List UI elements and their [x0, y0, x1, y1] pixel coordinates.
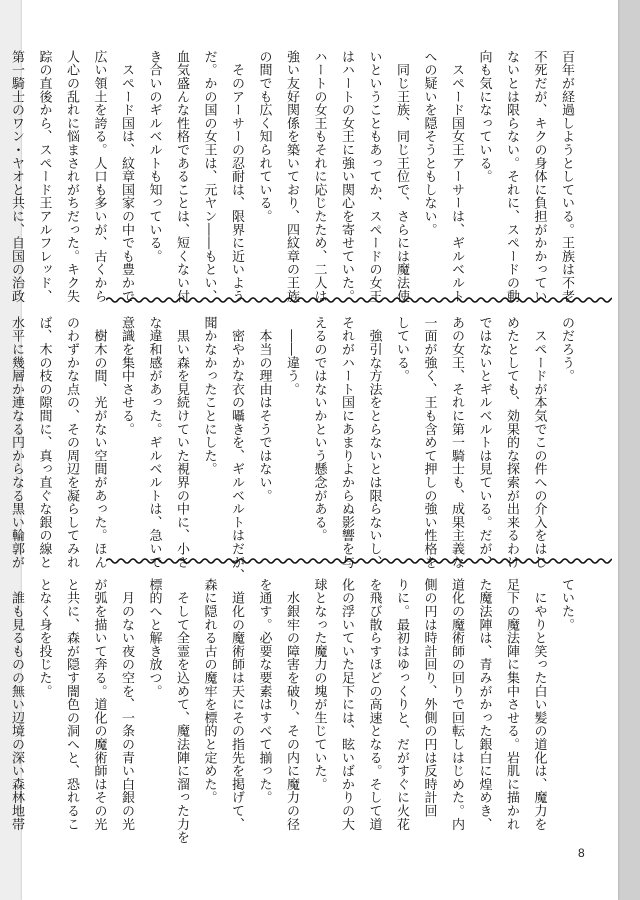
text-column: 意識を集中させる。 — [119, 316, 134, 436]
text-column: ていた。 — [559, 578, 574, 632]
text-column: 側の円は時計回り、外側の円は反時計回 — [421, 578, 437, 818]
text-column: 標的へと解き放つ。 — [146, 578, 162, 698]
text-column: はハートの女王に強い関心を寄せていた。 — [339, 50, 354, 303]
text-column: 誰も見るものの無い辺境の深い森林地帯 — [9, 578, 24, 831]
page-edge-right — [618, 0, 640, 900]
text-column: 踪の直後から、スペード王アルフレッド、 — [36, 50, 52, 303]
text-column: ではないとギルベルトは見ている。だが、 — [476, 316, 492, 569]
text-column: 月のない夜の空を、一条の青い白銀の光 — [119, 578, 134, 831]
text-column: いということもあってか、スペードの女王 — [366, 50, 382, 303]
text-column: スペード国は、紋章国家の中でも豊かで — [119, 50, 134, 303]
text-column: 強引な方法をとらないとは限らないし、 — [366, 316, 382, 569]
text-column: 道化の魔術師の回りで回転しはじめた。内 — [449, 578, 464, 831]
text-column: りに。最初はゆっくりと、だがすぐに火花 — [394, 578, 409, 831]
text-column: 密やかな衣の囁きを、ギルベルトはだが、 — [229, 316, 244, 582]
text-column: そして全霊を込めて、魔法陣に溜った力を — [174, 578, 189, 844]
text-column: 足下の魔法陣に集中させる。岩肌に描かれ — [504, 578, 519, 831]
text-column: ば、木の枝の隙間に、真っ直ぐな銀の線と — [36, 316, 52, 569]
text-column: た魔法陣は、青みがかった銀白に煌めき、 — [476, 578, 492, 831]
text-column: 百年が経過しようとしている。王族は不老 — [559, 50, 574, 303]
text-column: スペードが本気でこの件への介入をはじ — [531, 316, 547, 569]
text-column: 不死だが、キクの身体に負担がかかってい — [531, 50, 547, 303]
text-column: のわずかな点の、その周辺を凝らしてみれ — [64, 316, 79, 569]
text-column: 第一騎士のワン・ヤオと共に、自国の治政 — [9, 50, 24, 303]
text-column: している。 — [394, 316, 409, 383]
text-column: 黒い森を見続けていた視界の中に、小さ — [174, 316, 189, 569]
text-column: を飛び散らすほどの高速となる。そして道 — [366, 578, 382, 831]
text-block-1 — [9, 50, 580, 303]
text-column: 樹木の間、光がない空間があった。ほん — [91, 316, 107, 569]
text-column — [0, 578, 3, 814]
text-column: 聞かなかったことにした。 — [201, 316, 217, 476]
section-divider-1 — [106, 295, 612, 305]
text-column: だ。かの国の女王は、元ヤン――もとい、 — [201, 50, 217, 303]
text-column: にやりと笑った白い髪の道化は、魔力を — [531, 578, 547, 831]
text-column: あの女王、それに第一騎士も、成果主義な — [449, 316, 464, 569]
text-column: 広い領土を誇る。人口も多いが、古くから — [91, 50, 107, 303]
text-column: 化の浮いていた足下には、眩いばかりの大 — [339, 578, 354, 831]
page-number: 8 — [578, 846, 585, 860]
section-divider-2 — [106, 556, 612, 566]
text-column: と共に、森が隠す闇色の洞へと、恐れるこ — [64, 578, 79, 831]
text-column: スペード国女王アーサーは、ギルベルト — [449, 50, 464, 303]
text-column: 水銀牢の障害を破り、その内に魔力の径 — [284, 578, 299, 831]
text-column — [0, 50, 3, 286]
text-column: 道化の魔術師は天にその指先を掲げて、 — [229, 578, 244, 831]
text-column: な違和感があった。ギルベルトは、急いで — [146, 316, 162, 569]
text-column: 人心の乱れに悩まされがちだった。キク失 — [64, 50, 79, 303]
text-column: が弧を描いて奔る。道化の魔術師はその光 — [91, 578, 107, 831]
book-page — [9, 0, 618, 900]
text-column: ――違う。 — [284, 316, 299, 396]
text-column: となく身を投じた。 — [36, 578, 52, 698]
text-column: の間でも広く知られている。 — [256, 50, 272, 223]
text-column: 同じ王族、同じ王位で、さらには魔法使 — [394, 50, 409, 303]
text-column: を通す。必要な要素はすべて揃った。 — [256, 578, 272, 805]
text-column: めたとしても、効果的な探索が出来るわけ — [504, 316, 519, 569]
text-block-3 — [9, 578, 580, 844]
text-column: ないとは限らない。それに、スペードの動 — [504, 50, 519, 303]
text-column: えるのではないかという懸念がある。 — [311, 316, 327, 543]
text-column: のだろう。 — [559, 316, 574, 383]
text-column: それがハート国にあまりよからぬ影響を与 — [339, 316, 354, 569]
text-column: 球となった魔力の塊が生じていた。 — [311, 578, 327, 791]
text-column: 強い友好関係を築いており、四紋章の王族 — [284, 50, 299, 303]
text-column: 一面が強く、王も含めて押しの強い性格を — [421, 316, 437, 569]
text-column: 本当の理由はそうではない。 — [256, 316, 272, 503]
text-column: 森に隠れる古の魔牢を標的と定めた。 — [201, 578, 217, 805]
text-column: き合いのギルベルトも知っている。 — [146, 50, 162, 263]
text-column: 水平に幾層か連なる円からなる黒い輪郭が — [9, 316, 24, 569]
text-column: への疑いを隠そうともしない。 — [421, 50, 437, 237]
text-column: 血気盛んな性格であることは、短くない付 — [174, 50, 189, 303]
text-block-2 — [9, 316, 580, 582]
text-column: 向も気になっている。 — [476, 50, 492, 183]
text-column: ハートの女王もそれに応じたため、二人は — [311, 50, 327, 303]
text-column: そのアーサーの忍耐は、限界に近いよう — [229, 50, 244, 303]
